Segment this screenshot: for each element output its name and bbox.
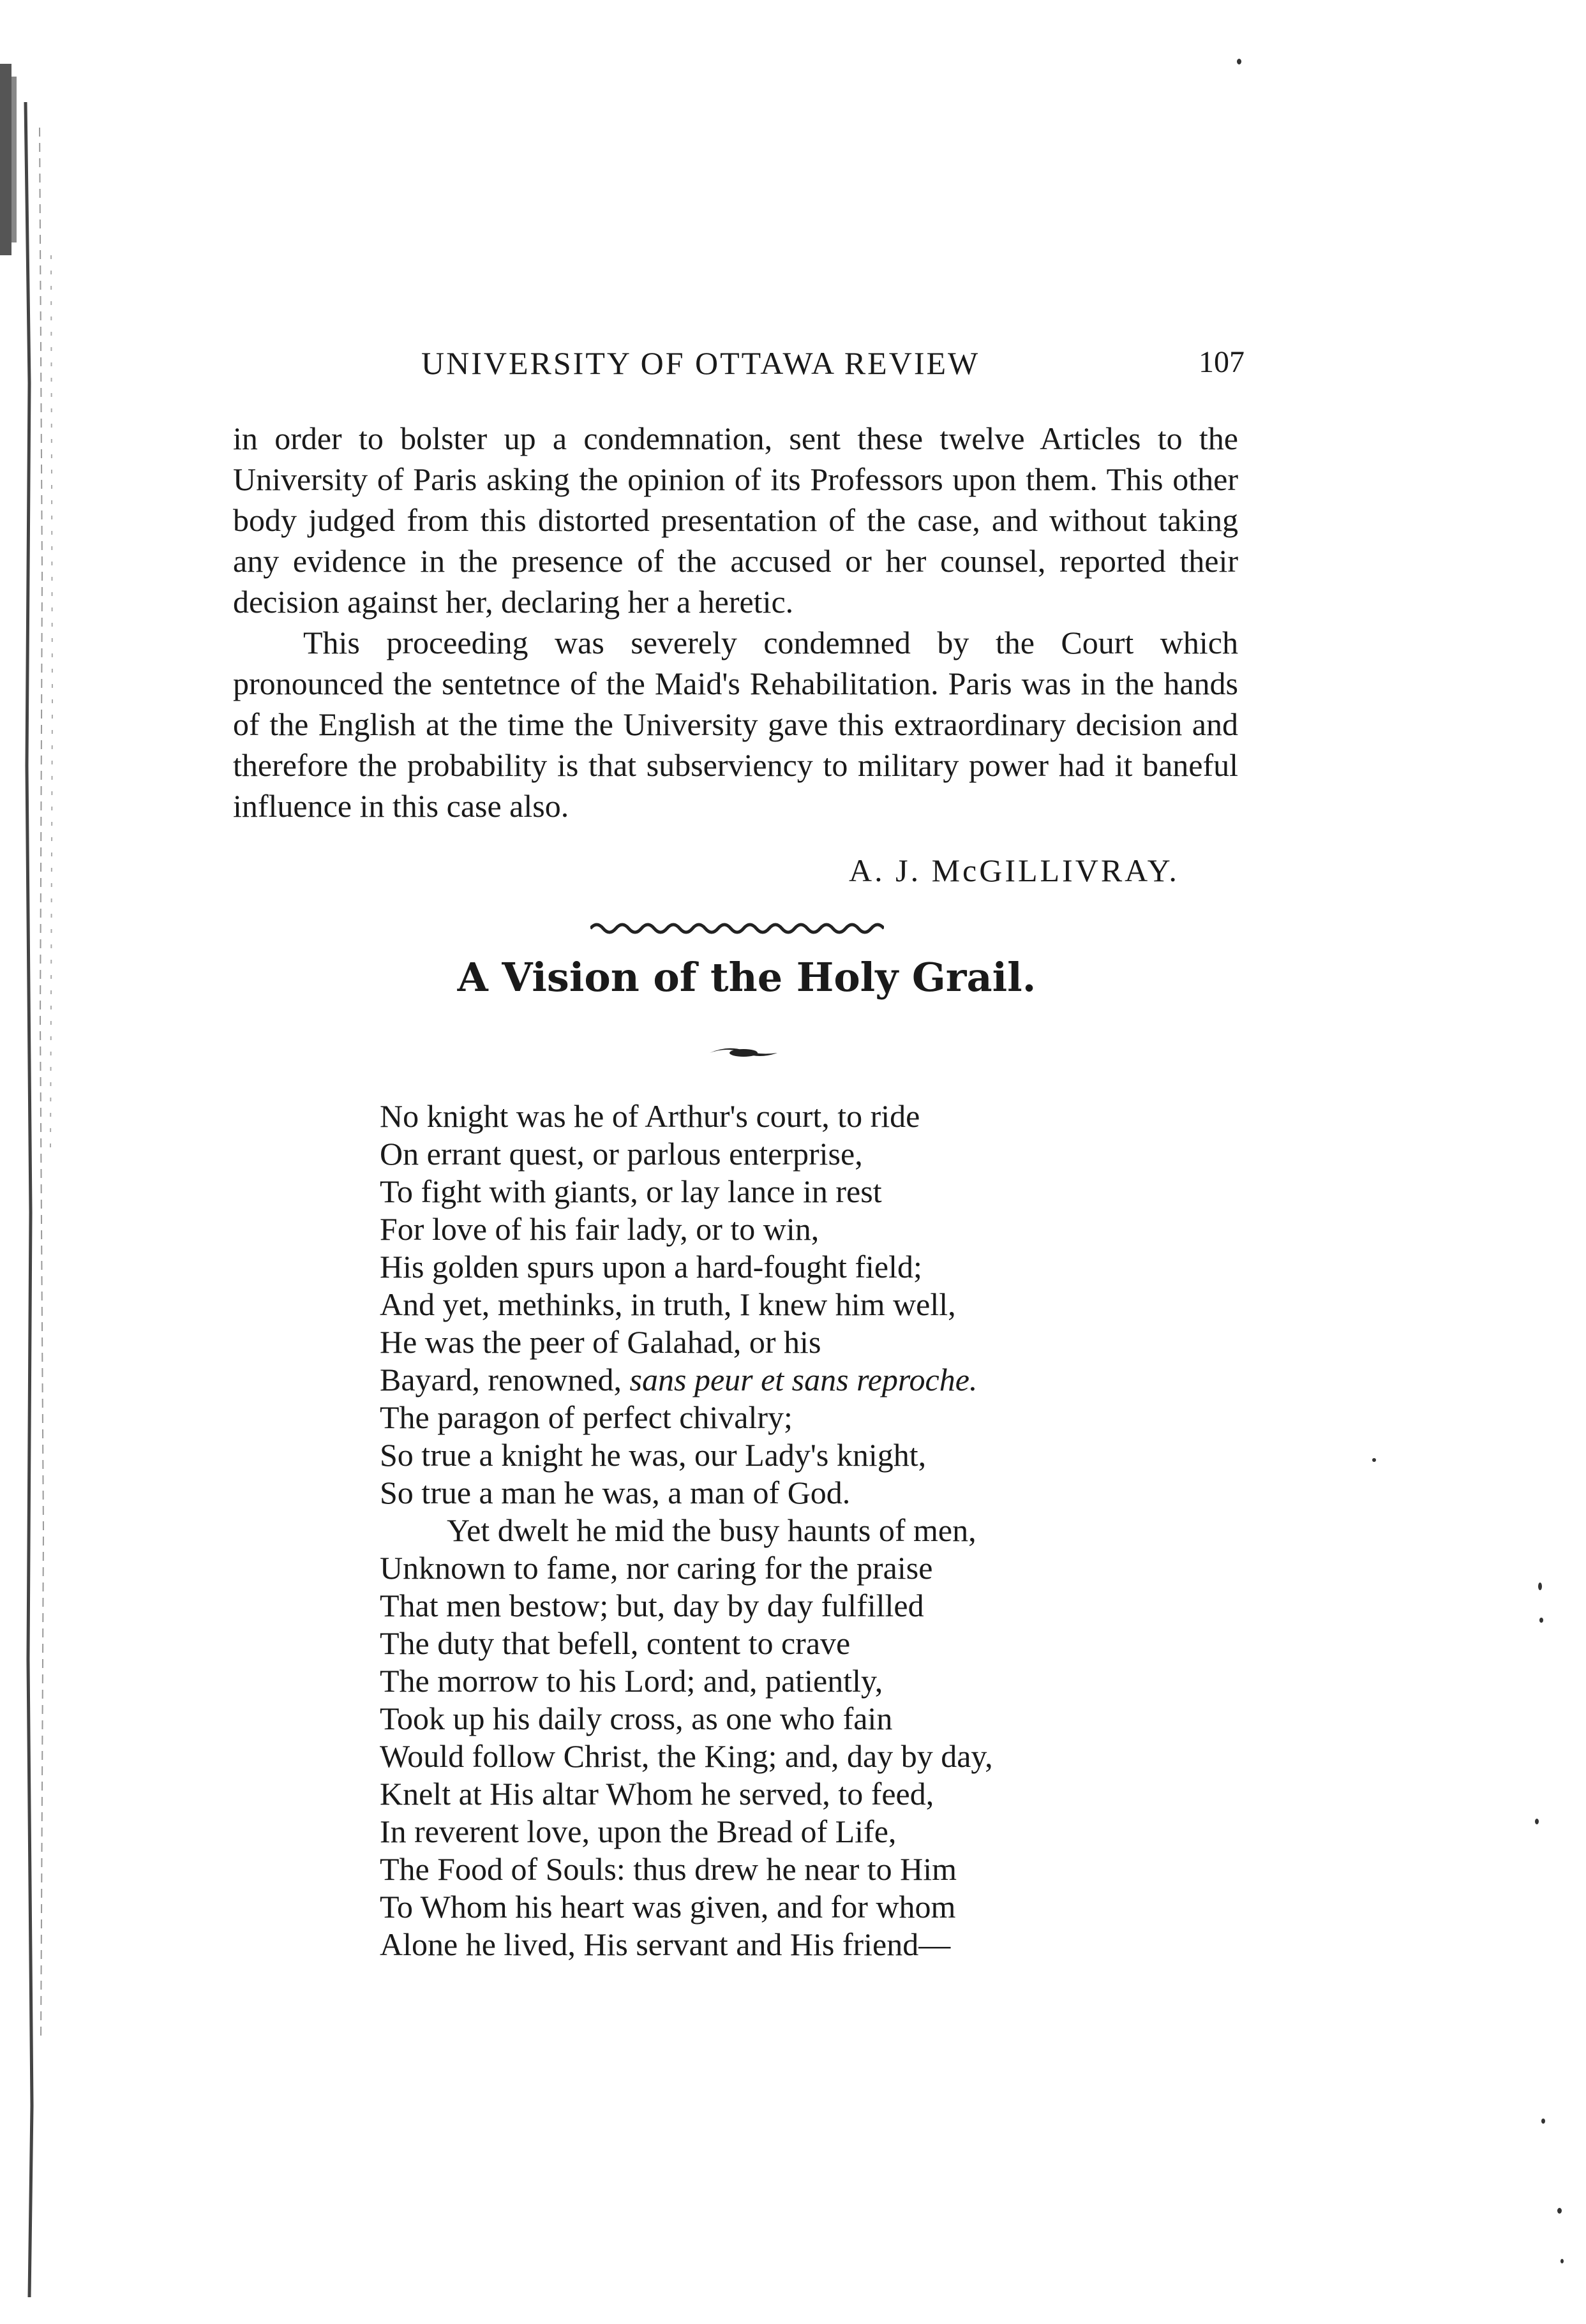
paragraph: in order to bolster up a condemnation, sent these twelve Articles to the University of Paris asking the opinion of its Professors upon them. This other body judged from this distorted presentation of the case, and without taking any evidence in the presence of the accused or her counsel, reported their decision against her, declaring her a heretic.: [233, 421, 1238, 620]
poem-line: Knelt at His altar Whom he served, to feed,: [380, 1776, 934, 1812]
scan-speck: [1560, 2259, 1564, 2263]
poem-line: Yet dwelt he mid the busy haunts of men,: [447, 1512, 976, 1548]
author-signature: A. J. McGILLIVRAY.: [849, 853, 1179, 888]
poem-line: He was the peer of Galahad, or his: [380, 1324, 821, 1360]
article-conclusion: [233, 418, 1238, 826]
poem-line: And yet, methinks, in truth, I knew him well,: [380, 1286, 956, 1322]
poem-line-text: Bayard, renowned,: [380, 1362, 622, 1397]
title-ornament: [708, 1047, 779, 1059]
scan-speck: [1237, 59, 1241, 64]
poem-line: His golden spurs upon a hard-fought field;: [380, 1249, 922, 1285]
poem-line: That men bestow; but, day by day fulfilled: [380, 1588, 924, 1623]
poem-line: To fight with giants, or lay lance in rest: [380, 1173, 882, 1209]
poem-line: Took up his daily cross, as one who fain: [380, 1701, 893, 1736]
poem-line: Unknown to fame, nor caring for the praise: [380, 1550, 933, 1586]
poem-line: [380, 1361, 1146, 1399]
scan-speck: [1557, 2208, 1562, 2214]
poem-line: On errant quest, or parlous enterprise,: [380, 1136, 863, 1172]
wavy-divider: [590, 919, 884, 938]
page-number: 107: [1199, 345, 1245, 379]
poem-line: In reverent love, upon the Bread of Life,: [380, 1814, 897, 1849]
poem-line: The morrow to his Lord; and, patiently,: [380, 1663, 883, 1699]
poem-line: Would follow Christ, the King; and, day by day,: [380, 1738, 993, 1774]
paragraph: This proceeding was severely condemned by the Court which pronounced the sentetnce of the Maid's Rehabilitation. Paris was in the hands of the English at the time the University gave this extraordinary decision and therefore the probability is that subserviency to military power had it baneful influence in this case also.: [233, 625, 1238, 824]
poem-line: To Whom his heart was given, and for whom: [380, 1889, 956, 1925]
poem-body: [380, 1098, 1146, 1963]
scan-speck: [1535, 1819, 1539, 1824]
poem-line: No knight was he of Arthur's court, to ride: [380, 1098, 920, 1134]
poem-title: A Vision of the Holy Grail.: [457, 954, 1036, 1001]
scan-speck: [1539, 1618, 1543, 1623]
italic-phrase: sans peur et sans reproche.: [629, 1362, 978, 1397]
running-head: UNIVERSITY OF OTTAWA REVIEW: [421, 345, 980, 381]
poem-line: The Food of Souls: thus drew he near to Him: [380, 1851, 957, 1887]
scan-speck: [1538, 1583, 1542, 1590]
poem-line: Alone he lived, His servant and His friend—: [380, 1926, 951, 1962]
poem-line: So true a man he was, a man of God.: [380, 1475, 851, 1510]
poem-line: The duty that befell, content to crave: [380, 1625, 851, 1661]
poem-line: The paragon of perfect chivalry;: [380, 1399, 793, 1435]
scan-speck: [1372, 1458, 1376, 1462]
poem-line: So true a knight he was, our Lady's knight,: [380, 1437, 927, 1473]
poem-line: For love of his fair lady, or to win,: [380, 1211, 819, 1247]
scan-speck: [1541, 2119, 1545, 2124]
page-binding-edge: [0, 0, 77, 2324]
page-header: [230, 345, 1245, 396]
